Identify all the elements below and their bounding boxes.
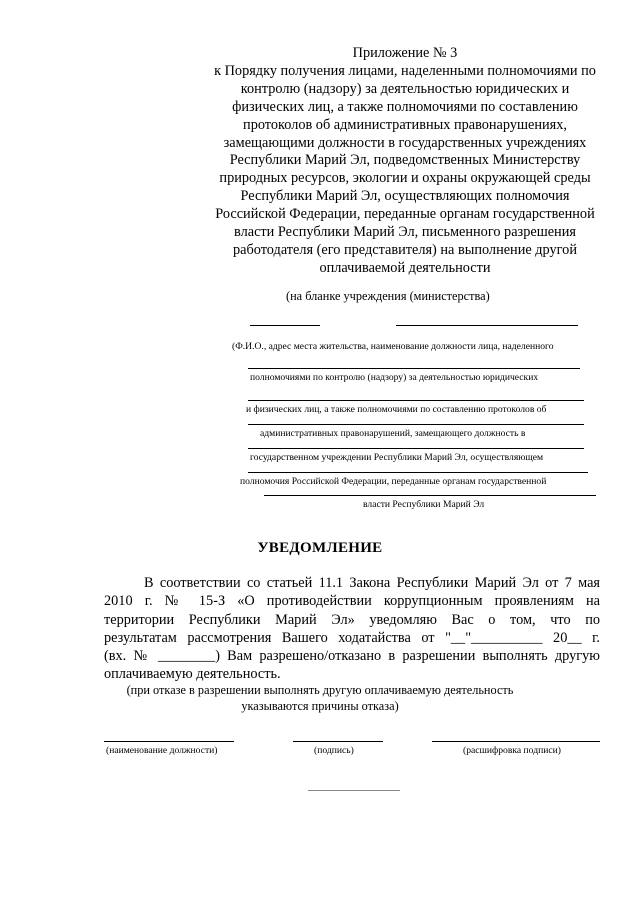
addressee-row [228,424,608,442]
fill-line [248,448,584,449]
addressee-row [228,448,608,466]
addressee-row [228,472,608,490]
appendix-line: работодателя (его представителя) на выполнение другой [233,241,577,258]
refusal-note-line: (при отказе в разрешении выполнять другую оплачиваемую деятельность [126,683,514,697]
fill-line [248,472,588,473]
decoding-signature-line [432,741,600,742]
fill-line [264,495,596,496]
addressee-line: государственном учреждении Республики Марий Эл, осуществляющем [250,452,544,463]
fill-line [248,400,584,401]
notice-title: УВЕДОМЛЕНИЕ [257,540,383,556]
letterhead-note: (на бланке учреждения (министерства) [286,289,490,303]
addressee-line: полномочиями по контролю (надзору) за деятельностью юридических [250,372,539,383]
refusal-note [0,683,640,714]
addressee-row [228,495,608,513]
notice-line: В соответствии со статьей 11.1 Закона Республики Марий Эл от 7 мая [144,575,600,591]
refusal-note-line: указываются причины отказа) [241,698,399,713]
addressee-line: (Ф.И.О., адрес места жительства, наименование должности лица, наделенного [232,341,554,352]
position-caption: (наименование должности) [106,745,218,756]
signature-caption: (подпись) [314,745,354,756]
addressee-line: административных правонарушений, замещающего должность в [260,428,526,439]
addressee-line: полномочия Российской Федерации, переданные органам государственной [240,476,547,487]
appendix-line: протоколов об административных правонарушениях, [243,116,567,133]
decoding-caption: (расшифровка подписи) [463,745,561,756]
appendix-line: Республики Марий Эл, подведомственных Министерству [229,152,581,169]
appendix-line: физических лиц, а также полномочиями по составлению [232,98,578,115]
notice-line: результатам рассмотрения Вашего ходатайства от "__"__________ 20__ г. [104,629,600,646]
addressee-row [228,325,608,352]
addressee-line: власти Республики Марий Эл [363,499,485,510]
appendix-title: Приложение № 3 [352,45,458,61]
appendix-line: природных ресурсов, экологии и охраны окружающей среды [219,170,591,187]
fill-line [248,424,584,425]
notice-line: (вх. № ________) Вам разрешено/отказано в разрешении выполнять другую [104,648,600,665]
fill-line [250,325,320,326]
appendix-line: Республики Марий Эл, осуществляющих полномочия [240,188,570,205]
position-signature-line [104,741,234,742]
footer-divider [308,790,400,791]
appendix-line: власти Республики Марий Эл, письменного разрешения [234,224,576,241]
addressee-row [228,368,608,386]
addressee-row [228,400,608,418]
fill-line [248,368,580,369]
appendix-line: замещающими должности в государственных учреждениях [223,134,587,151]
appendix-line: контролю (надзору) за деятельностью юридических и [240,80,570,97]
appendix-header [190,45,620,278]
signature-line [293,741,383,742]
appendix-line: оплачиваемой деятельности [319,259,491,276]
fill-line [396,325,578,326]
appendix-line: Российской Федерации, переданные органам государственной [215,206,595,223]
notice-body [104,574,600,684]
notice-line: территории Республики Марий Эл» уведомляю Вас о том, что по [104,611,600,628]
addressee-line: и физических лиц, а также полномочиями по составлению протоколов об [246,404,547,415]
notice-line: 2010 г. № 15-З «О противодействии коррупционным проявлениям на [104,593,600,610]
notice-line: оплачиваемую деятельность. [104,666,281,683]
appendix-line: к Порядку получения лицами, наделенными полномочиями по [214,62,596,79]
